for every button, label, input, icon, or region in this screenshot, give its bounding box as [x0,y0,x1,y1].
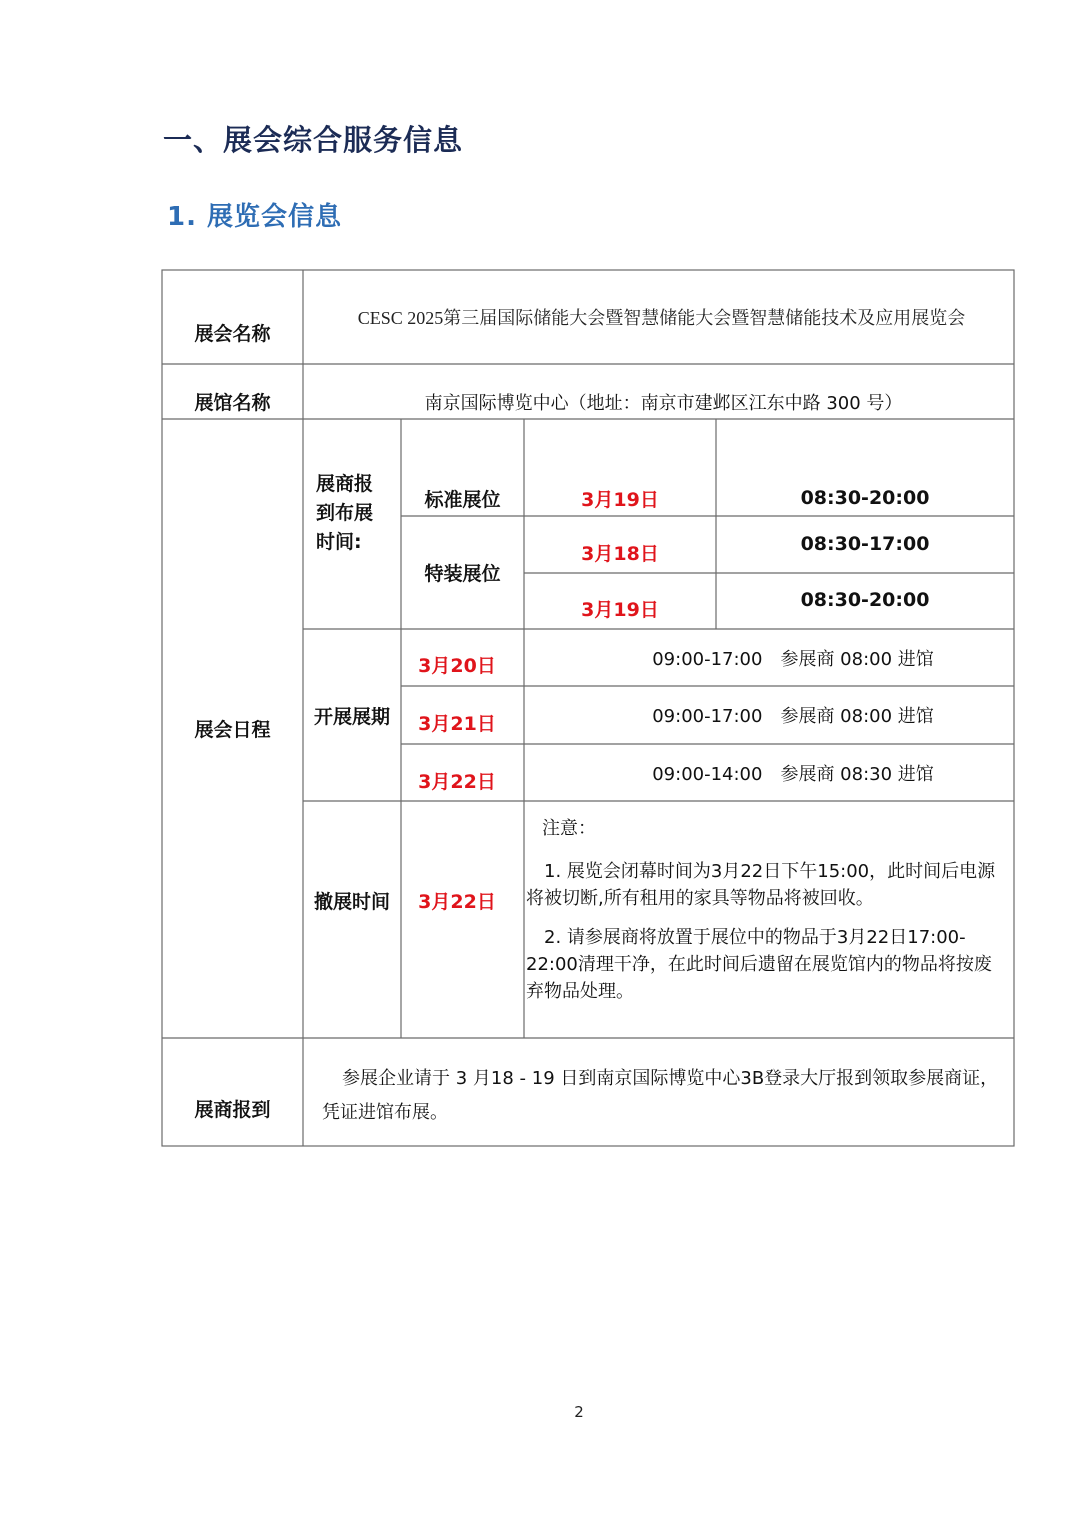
open-date: 3月21日 [418,712,496,735]
subsection-heading: 1. 展览会信息 [167,202,343,232]
special-booth-time: 08:30-20:00 [800,589,930,611]
venue-label: 展馆名称 [194,392,271,414]
note-title: 注意： [542,818,596,839]
open-hours: 09:00-14:00 参展商 08:30 进馆 [652,764,934,785]
venue-value: 南京国际博览中心（地址：南京市建邺区江东中路 300 号） [424,392,903,414]
standard-booth-date: 3月19日 [581,488,659,511]
teardown-date: 3月22日 [418,890,496,913]
note-item: 2. 请参展商将放置于展位中的物品于3月22日17:00-22:00清理干净，在此时间后遗留在展览馆内的物品将按废弃物品处理。 [526,927,992,1002]
teardown-label: 撤展时间 [313,890,390,913]
exhibition-name-label: 展会名称 [194,322,271,345]
open-date: 3月20日 [418,654,496,677]
report-label: 展商报到 [194,1098,271,1121]
schedule-label: 展会日程 [194,719,271,741]
standard-booth-time: 08:30-20:00 [800,487,930,509]
special-booth-time: 08:30-17:00 [800,533,930,555]
special-booth-label: 特装展位 [424,563,501,585]
open-hours: 09:00-17:00 参展商 08:00 进馆 [652,649,934,670]
page-number: 2 [574,1403,584,1421]
special-booth-date: 3月18日 [581,542,659,565]
exhibition-name: CESC 2025第三届国际储能大会暨智慧储能大会暨智慧储能技术及应用展览会 [357,308,966,328]
setup-label: 展商报到布展时间: [316,473,374,553]
section-heading: 一、展会综合服务信息 [163,123,464,157]
special-booth-date: 3月19日 [581,598,659,621]
teardown-note [526,815,1008,1005]
note-item: 1. 展览会闭幕时间为3月22日下午15:00，此时间后电源将被切断,所有租用的家具等物品将被回收。 [526,861,996,909]
open-period-label: 开展展期 [313,705,390,728]
open-hours: 09:00-17:00 参展商 08:00 进馆 [652,706,934,727]
report-text: 参展企业请于 3 月18 - 19 日到南京国际博览中心3B登录大厅报到领取参展商证，凭证进馆布展。 [322,1068,999,1123]
open-date: 3月22日 [418,770,496,793]
standard-booth-label: 标准展位 [424,488,501,511]
